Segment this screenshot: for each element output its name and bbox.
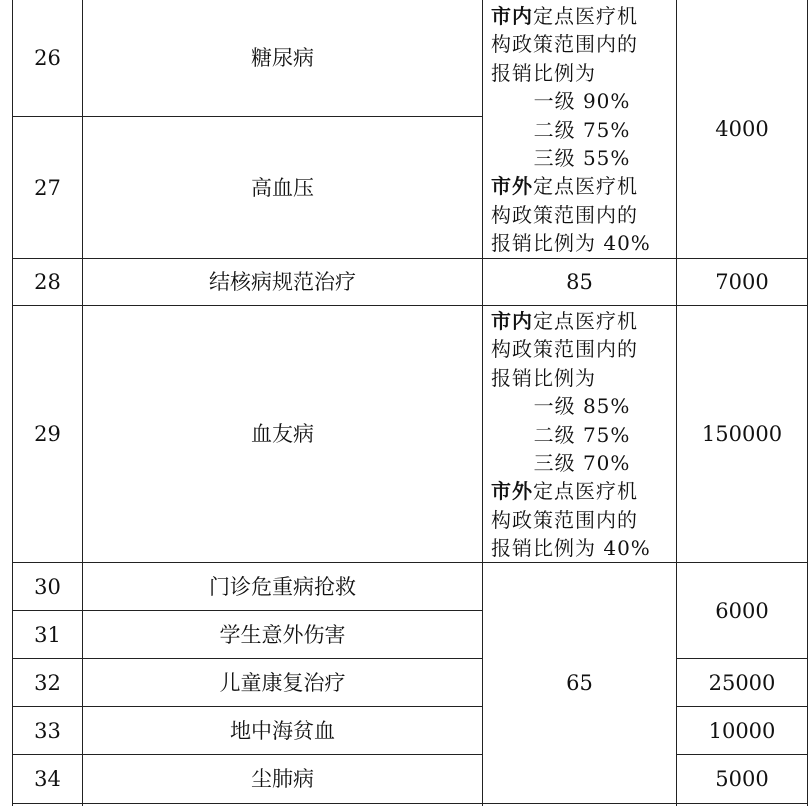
disease-name: 儿童康复治疗 xyxy=(219,670,346,695)
amount-limit: 6000 xyxy=(715,598,769,623)
disease-name: 地中海贫血 xyxy=(230,718,335,743)
disease-name: 结核病规范治疗 xyxy=(209,270,356,294)
policy-in-city-label: 市内 xyxy=(491,309,533,333)
policy-line: 构政策范围内的 xyxy=(491,337,638,362)
policy-line: 报销比例为 xyxy=(491,60,596,85)
amount-limit: 7000 xyxy=(715,270,769,294)
row-number: 33 xyxy=(34,718,61,743)
policy-level-1: 一级 90% xyxy=(533,89,631,114)
row-number: 27 xyxy=(34,175,61,200)
row-number: 34 xyxy=(34,767,61,791)
row-number: 26 xyxy=(34,46,61,70)
policy-line: 构政策范围内的 xyxy=(491,507,638,532)
disease-name: 门诊危重病抢救 xyxy=(209,574,356,599)
row-number: 31 xyxy=(34,622,61,647)
row-number: 32 xyxy=(34,670,61,695)
policy-line: 定点医疗机 xyxy=(533,479,638,504)
policy-line: 定点医疗机 xyxy=(533,4,638,28)
policy-level-1: 一级 85% xyxy=(533,394,631,419)
policy-line: 报销比例为 xyxy=(491,365,596,390)
reimbursement-ratio: 65 xyxy=(566,671,593,695)
policy-level-2: 二级 75% xyxy=(533,422,631,447)
policy-in-city-label: 市内 xyxy=(491,4,533,28)
reimbursement-policy-text xyxy=(491,307,673,563)
amount-limit: 150000 xyxy=(701,422,783,446)
amount-limit: 4000 xyxy=(715,117,769,141)
policy-out-city-label: 市外 xyxy=(491,174,533,199)
policy-line: 定点医疗机 xyxy=(533,174,638,199)
amount-limit: 25000 xyxy=(708,670,776,695)
amount-limit: 5000 xyxy=(715,767,769,791)
policy-line: 报销比例为 40% xyxy=(491,231,651,256)
amount-limit: 10000 xyxy=(708,718,776,743)
disease-name: 学生意外伤害 xyxy=(219,622,346,647)
disease-name: 血友病 xyxy=(251,422,314,446)
policy-level-2: 二级 75% xyxy=(533,117,631,142)
policy-line: 定点医疗机 xyxy=(533,309,638,333)
disease-name: 高血压 xyxy=(251,175,314,200)
reimbursement-policy-text xyxy=(491,2,673,258)
policy-level-3: 三级 55% xyxy=(533,145,631,170)
policy-out-city-label: 市外 xyxy=(491,479,533,504)
row-number: 28 xyxy=(34,270,61,294)
grid-line xyxy=(807,0,808,806)
grid-line xyxy=(12,803,808,804)
policy-line: 构政策范围内的 xyxy=(491,32,638,57)
reimbursement-table xyxy=(12,0,808,806)
row-number: 30 xyxy=(34,574,61,599)
row-number: 29 xyxy=(34,422,61,446)
policy-line: 构政策范围内的 xyxy=(491,202,638,227)
reimbursement-ratio: 85 xyxy=(566,270,593,294)
disease-name: 糖尿病 xyxy=(251,46,314,70)
disease-name: 尘肺病 xyxy=(251,767,314,791)
policy-level-3: 三级 70% xyxy=(533,450,631,475)
policy-line: 报销比例为 40% xyxy=(491,536,651,561)
